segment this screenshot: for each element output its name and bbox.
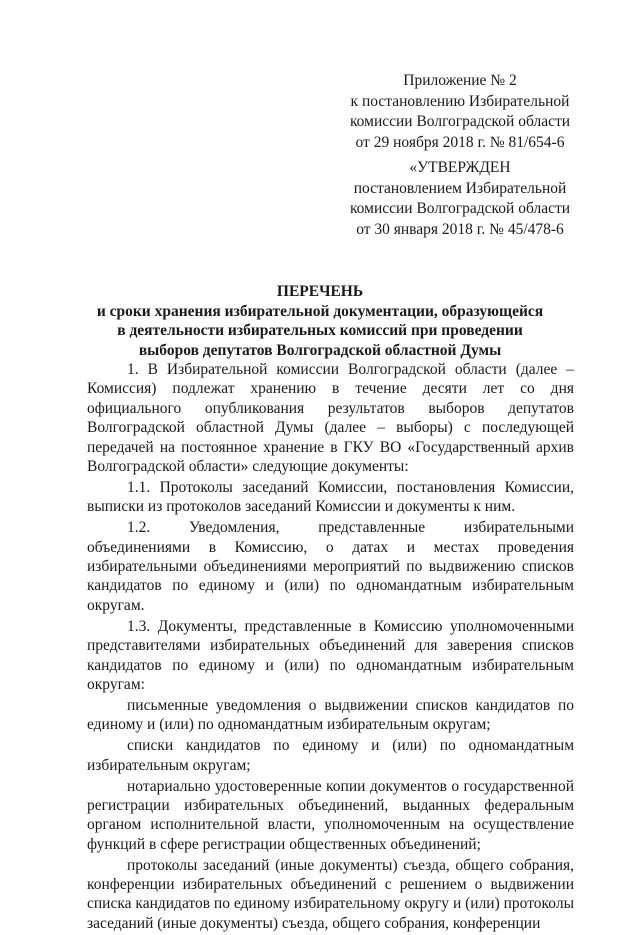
document-title xyxy=(60,282,580,360)
approved-date: от 30 января 2018 г. № 45/478-6 xyxy=(356,220,564,238)
appendix-ref-line: комиссии Волгоградской области xyxy=(349,113,571,130)
title-line: и сроки хранения избирательной документации, образующейся xyxy=(96,302,544,320)
paragraph-1: 1. В Избирательной комиссии Волгоградской области (далее – Комиссия) подлежат хранению в течение десяти лет со дня официального опубликования результатов выборов депутатов Волгоградской областной Думы (далее – выборы) с последующей передачей на постоянное хранение в ГКУ ВО «Государственный архив Волгоградской области» следующие документы: xyxy=(87,361,574,476)
approved-heading: «УТВЕРЖДЕН xyxy=(409,159,511,176)
title-main: ПЕРЕЧЕНЬ xyxy=(276,283,364,300)
approved-block xyxy=(340,158,580,240)
paragraph-1-3: 1.3. Документы, представленные в Комиссию уполномоченными представителями избирательных объединений для заверения списков кандидатов по единому и (или) по одномандатным избирательным округам: xyxy=(87,617,574,693)
list-item: протоколы заседаний (иные документы) съезда, общего собрания, конференции избирательных объединений с решением о выдвижении списка кандидатов по единому избирательному округу и (или) протоколы заседаний (иные документы) съезда, общего собрания, конференции xyxy=(87,856,574,932)
appendix-number: Приложение № 2 xyxy=(403,72,517,89)
title-line: выборов депутатов Волгоградской областной Думы xyxy=(138,341,502,359)
approved-ref-line: комиссии Волгоградской области xyxy=(349,200,571,217)
document-body xyxy=(87,360,574,935)
approved-ref-line: постановлением Избирательной xyxy=(353,179,567,197)
title-line: в деятельности избирательных комиссий при проведении xyxy=(117,322,523,339)
appendix-block xyxy=(340,71,580,153)
appendix-date: от 29 ноября 2018 г. № 81/654-6 xyxy=(355,133,565,151)
list-item: письменные уведомления о выдвижении списков кандидатов по единому и (или) по одномандатным избирательным округам; xyxy=(87,696,574,734)
paragraph-1-1: 1.1. Протоколы заседаний Комиссии, постановления Комиссии, выписки из протоколов заседаний Комиссии и документы к ним. xyxy=(87,478,574,516)
appendix-ref-line: к постановлению Избирательной xyxy=(350,92,570,110)
list-item: списки кандидатов по единому и (или) по одномандатным избирательным округам; xyxy=(87,737,574,774)
list-item: нотариально удостоверенные копии документов о государственной регистрации избирательных объединений, выданных федеральным органом исполнительной власти, уполномоченным на осуществление функций в сфере регистрации общественных объединений; xyxy=(87,777,574,853)
paragraph-1-2: 1.2. Уведомления, представленные избирательными объединениями в Комиссию, о датах и местах проведения избирательными объединениями мероприятий по выдвижению списков кандидатов по единому и (или) по одномандатным избирательным округам. xyxy=(87,519,574,614)
